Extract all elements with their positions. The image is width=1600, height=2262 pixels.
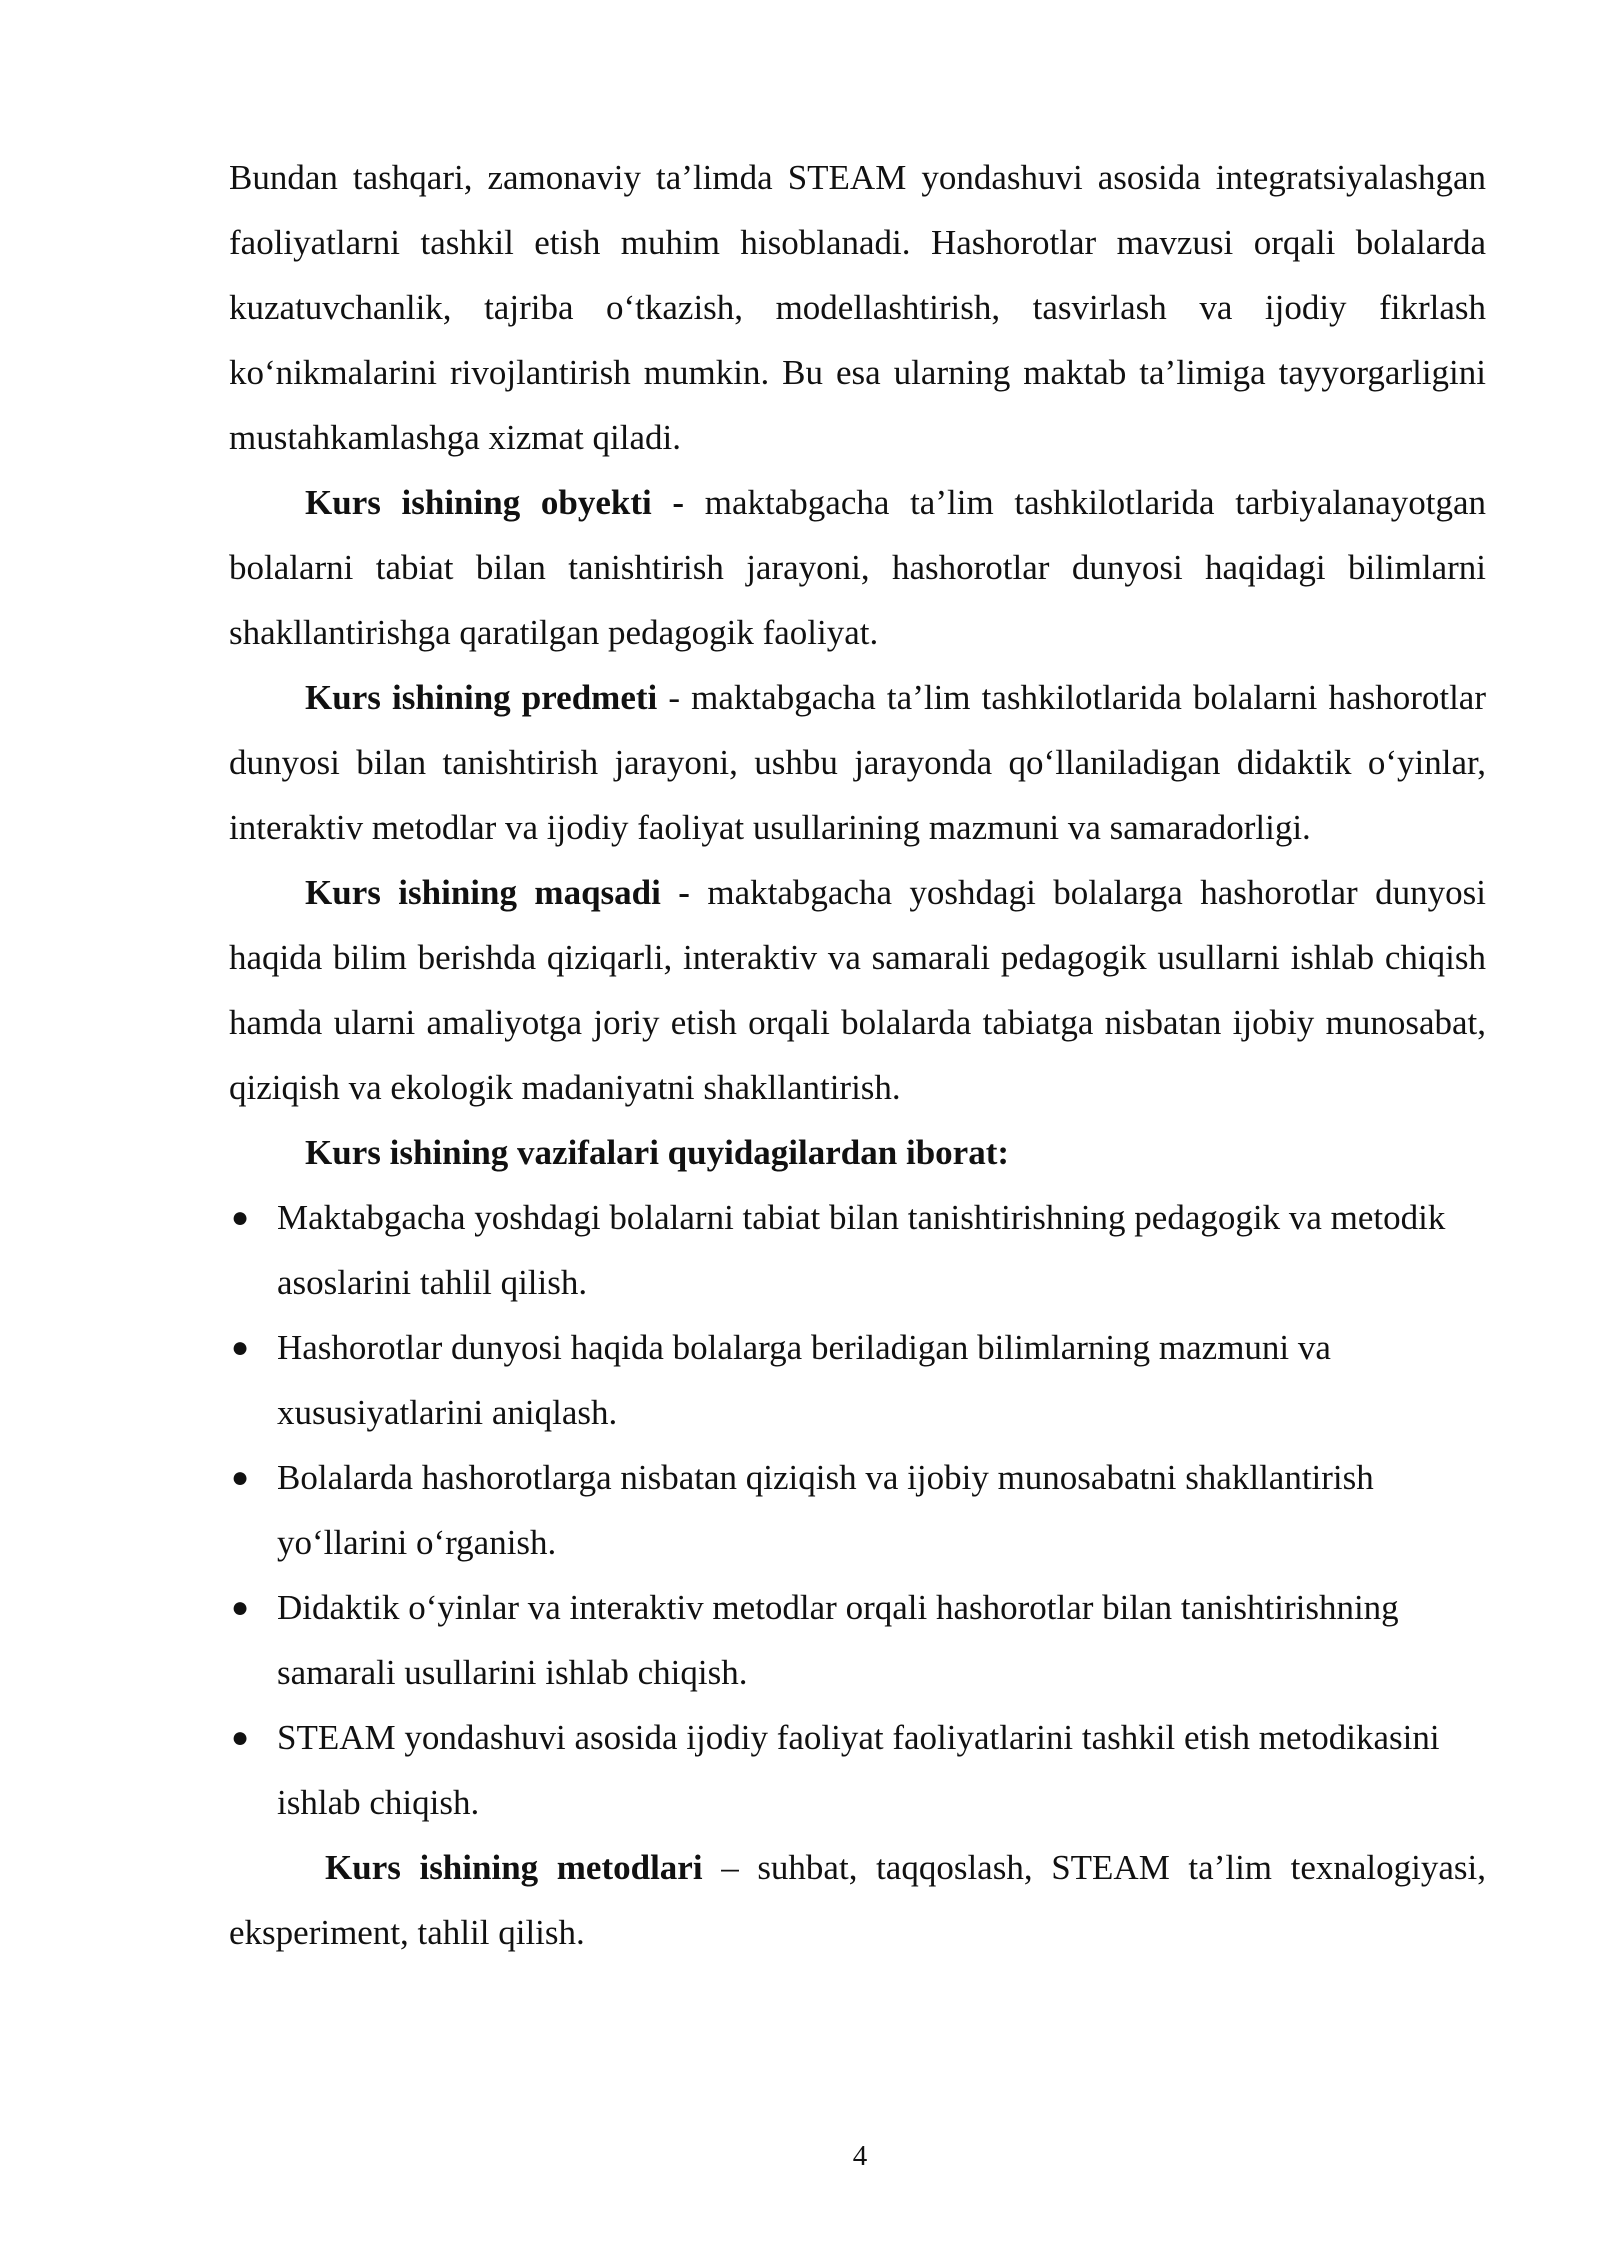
methods-label: Kurs ishining metodlari	[325, 1848, 703, 1887]
intro-paragraph: Bundan tashqari, zamonaviy ta’limda STEAM yondashuvi asosida integratsiyalashgan faoliyatlarni tashkil etish muhim hisoblanadi. Hashorotlar mavzusi orqali bolalarda kuzatuvchanlik, tajriba o‘tkazish, modellashtirish, tasvirlash va ijodiy fikrlash ko‘nikmalarini rivojlantirish mumkin. Bu esa ularning maktab ta’limiga tayyorgarligini mustahkamlashga xizmat qiladi.	[229, 158, 1486, 457]
bullet-icon: ●	[231, 1721, 250, 1754]
subject-paragraph	[229, 665, 1486, 860]
bullet-icon: ●	[231, 1201, 250, 1234]
bullet-icon: ●	[231, 1591, 250, 1624]
bullet-icon: ●	[231, 1331, 250, 1364]
list-item-text: STEAM yondashuvi asosida ijodiy faoliyat faoliyatlarini tashkil etish metodikasini ishlab chiqish.	[277, 1718, 1440, 1822]
object-text: maktabgacha ta’lim tashkilotlarida tarbiyalanayotgan bolalarni tabiat bilan tanishtirish jarayoni, hashorotlar dunyosi haqidagi bilimlarni shakllantirishga qaratilgan pedagogik faoliyat.	[229, 483, 1486, 652]
list-item-text: Maktabgacha yoshdagi bolalarni tabiat bilan tanishtirishning pedagogik va metodik asoslarini tahlil qilish.	[277, 1198, 1446, 1302]
object-label: Kurs ishining obyekti -	[305, 483, 685, 522]
page-number: 4	[852, 2140, 868, 2172]
methods-paragraph	[229, 1835, 1486, 1965]
list-item	[229, 1185, 1486, 1315]
tasks-heading: Kurs ishining vazifalari quyidagilardan iborat:	[305, 1133, 1009, 1172]
goal-text: maktabgacha yoshdagi bolalarga hashorotlar dunyosi haqida bilim berishda qiziqarli, interaktiv va samarali pedagogik usullarni ishlab chiqish hamda ularni amaliyotga joriy etish orqali bolalarda tabiatga nisbatan ijobiy munosabat, qiziqish va ekologik madaniyatni shakllantirish.	[229, 873, 1486, 1107]
list-item	[229, 1445, 1486, 1575]
subject-text: - maktabgacha ta’lim tashkilotlarida bolalarni hashorotlar dunyosi bilan tanishtirish jarayoni, ushbu jarayonda qo‘llaniladigan didaktik o‘yinlar, interaktiv metodlar va ijodiy faoliyat usullarining mazmuni va samaradorligi.	[229, 678, 1486, 847]
list-item	[229, 1315, 1486, 1445]
bullet-icon: ●	[231, 1461, 250, 1494]
list-item-text: Bolalarda hashorotlarga nisbatan qiziqish va ijobiy munosabatni shakllantirish yo‘llarini o‘rganish.	[277, 1458, 1374, 1562]
goal-paragraph	[229, 860, 1486, 1120]
list-item	[229, 1705, 1486, 1835]
subject-label: Kurs ishining predmeti	[305, 678, 658, 717]
goal-label: Kurs ishining maqsadi -	[305, 873, 690, 912]
document-page	[229, 145, 1486, 1965]
object-paragraph	[229, 470, 1486, 665]
methods-text: – suhbat, taqqoslash, STEAM ta’lim texnalogiyasi, eksperiment, tahlil qilish.	[229, 1848, 1487, 1952]
list-item	[229, 1575, 1486, 1705]
tasks-list	[229, 1185, 1486, 1835]
list-item-text: Didaktik o‘yinlar va interaktiv metodlar orqali hashorotlar bilan tanishtirishning samarali usullarini ishlab chiqish.	[277, 1588, 1399, 1692]
list-item-text: Hashorotlar dunyosi haqida bolalarga beriladigan bilimlarning mazmuni va xususiyatlarini aniqlash.	[277, 1328, 1331, 1432]
